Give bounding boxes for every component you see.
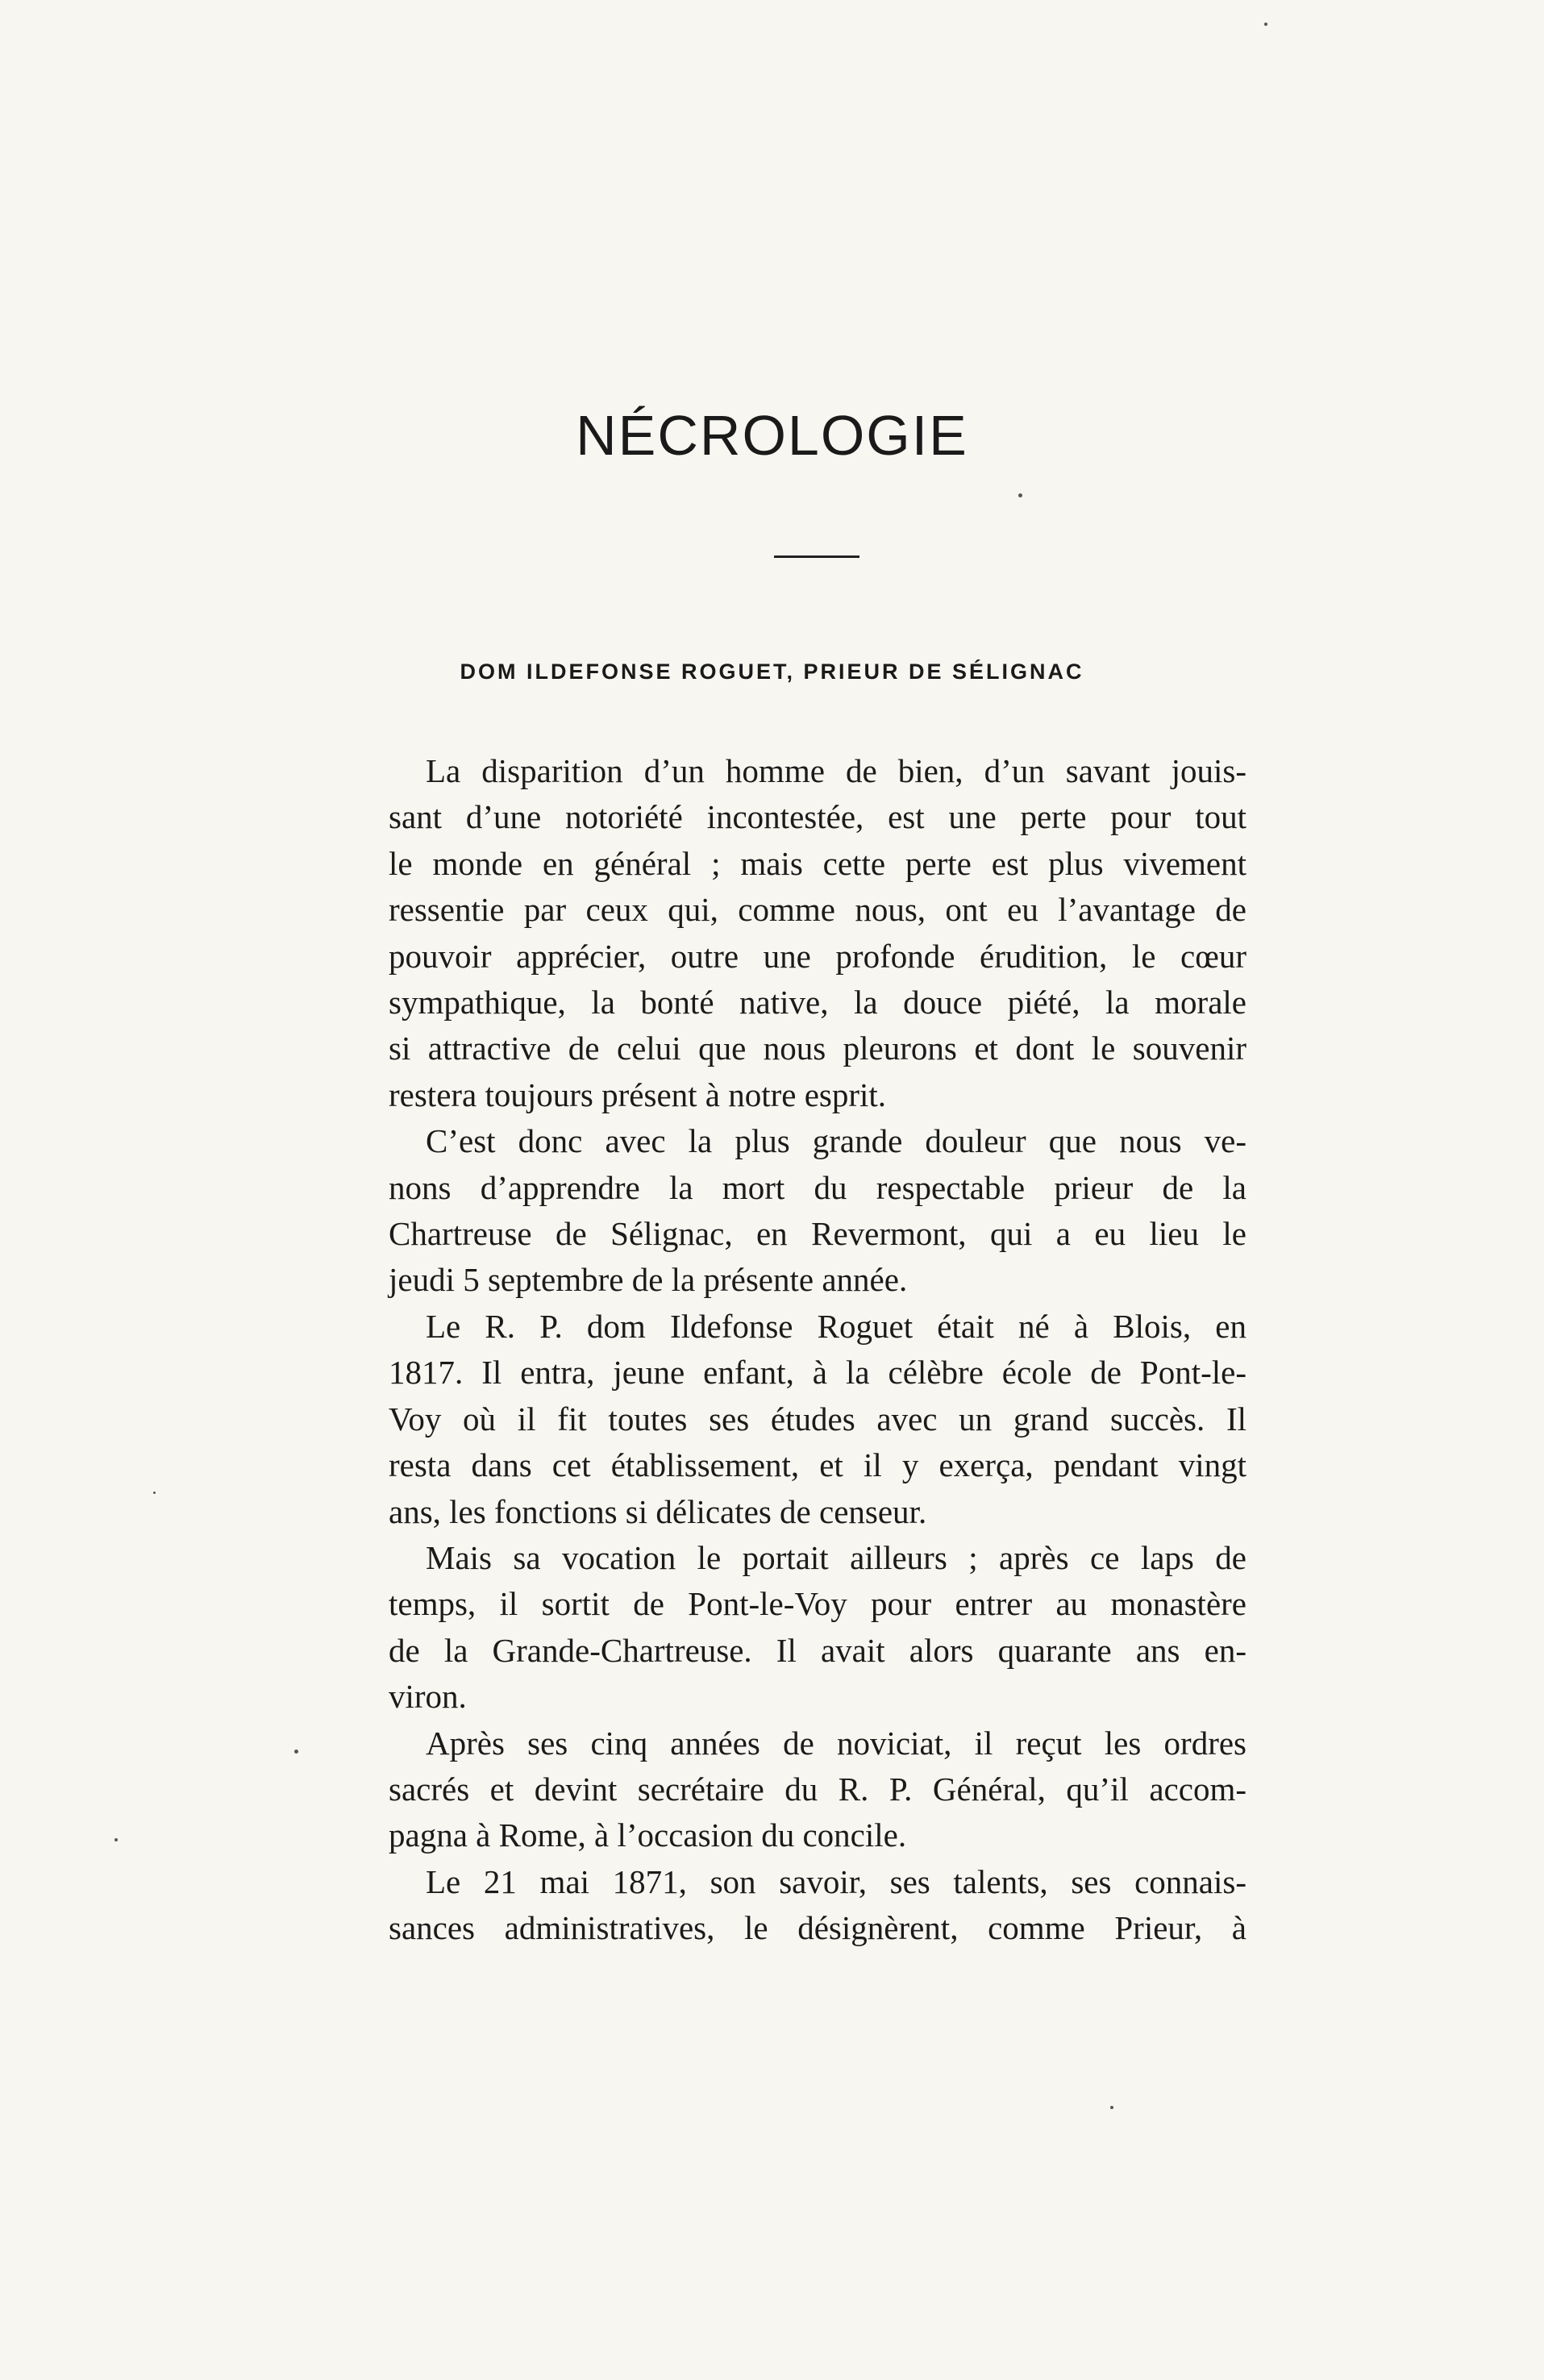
text-line: pouvoir apprécier, outre une profonde érudition, le cœur xyxy=(389,937,1246,975)
text-line: nons d’apprendre la mort du respectable prieur de la xyxy=(389,1168,1246,1206)
text-line: de la Grande-Chartreuse. Il avait alors quarante ans en- xyxy=(389,1631,1246,1669)
text-line: Voy où il fit toutes ses études avec un grand succès. Il xyxy=(389,1400,1246,1438)
text-line: le monde en général ; mais cette perte est plus vivement xyxy=(389,844,1246,882)
text-line: C’est donc avec la plus grande douleur que nous ve- xyxy=(426,1122,1246,1160)
text-line: sant d’une notoriété incontestée, est une perte pour tout xyxy=(389,798,1246,836)
scan-speck xyxy=(153,1492,156,1494)
scan-speck xyxy=(1110,2106,1113,2109)
article-title: DOM ILDEFONSE ROGUET, PRIEUR DE SÉLIGNAC xyxy=(460,659,1084,684)
scan-speck xyxy=(1264,23,1267,26)
scan-speck xyxy=(1018,493,1022,497)
text-line: Le 21 mai 1871, son savoir, ses talents, ses connais- xyxy=(426,1862,1246,1900)
text-line: sacrés et devint secrétaire du R. P. Général, qu’il accom- xyxy=(389,1770,1246,1808)
text-line: ressentie par ceux qui, comme nous, ont eu l’avantage de xyxy=(389,891,1246,929)
text-line: restera toujours présent à notre esprit. xyxy=(389,1076,887,1113)
text-line: temps, il sortit de Pont-le-Voy pour entrer au monastère xyxy=(389,1585,1246,1623)
text-line: resta dans cet établissement, et il y exerça, pendant vingt xyxy=(389,1446,1246,1484)
scan-speck xyxy=(294,1750,298,1754)
text-line: si attractive de celui que nous pleurons et dont le souvenir xyxy=(389,1030,1246,1067)
text-line: viron. xyxy=(389,1678,467,1716)
section-heading: NÉCROLOGIE xyxy=(576,404,968,467)
text-line: jeudi 5 septembre de la présente année. xyxy=(389,1261,908,1299)
text-line: sances administratives, le désignèrent, comme Prieur, à xyxy=(389,1909,1246,1947)
text-line: pagna à Rome, à l’occasion du concile. xyxy=(389,1816,907,1854)
article-body xyxy=(389,748,1246,1952)
text-line: Chartreuse de Sélignac, en Revermont, qui a eu lieu le xyxy=(389,1215,1246,1253)
text-line: sympathique, la bonté native, la douce piété, la morale xyxy=(389,984,1246,1021)
heading-rule xyxy=(774,555,859,558)
scan-speck xyxy=(114,1838,118,1841)
text-line: Le R. P. dom Ildefonse Roguet était né à Blois, en xyxy=(426,1307,1246,1345)
text-line: Après ses cinq années de noviciat, il reçut les ordres xyxy=(426,1724,1246,1762)
text-line: 1817. Il entra, jeune enfant, à la célèbre école de Pont-le- xyxy=(389,1354,1246,1392)
text-line: Mais sa vocation le portait ailleurs ; après ce laps de xyxy=(426,1538,1246,1576)
text-line: ans, les fonctions si délicates de censeur. xyxy=(389,1492,927,1530)
text-line: La disparition d’un homme de bien, d’un savant jouis- xyxy=(426,752,1246,789)
